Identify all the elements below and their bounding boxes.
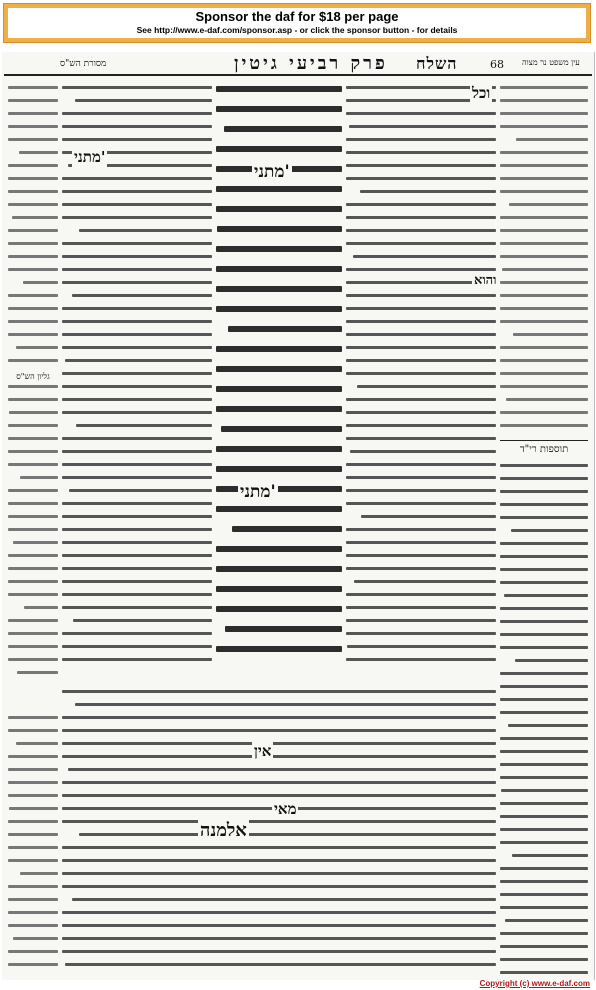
text-line [8, 820, 58, 823]
text-line [500, 151, 588, 154]
text-line [8, 385, 58, 388]
text-line [69, 489, 212, 492]
text-line [62, 216, 212, 219]
text-line [8, 580, 58, 583]
text-line [500, 307, 588, 310]
text-line [62, 580, 212, 583]
text-line [24, 606, 58, 609]
tosafot-column [62, 82, 212, 682]
text-line [62, 502, 212, 505]
text-line [62, 437, 212, 440]
text-line [62, 86, 212, 89]
text-line [62, 690, 496, 693]
text-line [360, 190, 496, 193]
text-line [16, 346, 58, 349]
text-line [500, 802, 588, 805]
text-line [346, 203, 496, 206]
text-line [346, 294, 496, 297]
text-line [500, 320, 588, 323]
text-line [62, 820, 496, 823]
text-line [8, 515, 58, 518]
text-line [62, 794, 496, 797]
talmud-page-scan [2, 52, 595, 980]
text-line [72, 898, 496, 901]
text-line [500, 385, 588, 388]
text-line [8, 164, 58, 167]
text-line [346, 619, 496, 622]
text-line [62, 937, 496, 940]
text-line [500, 294, 588, 297]
text-line [8, 255, 58, 258]
text-line [8, 424, 58, 427]
text-line [62, 658, 212, 661]
text-line [500, 633, 588, 636]
text-line [216, 506, 342, 512]
text-line [8, 99, 58, 102]
text-line [216, 586, 342, 592]
text-line [8, 437, 58, 440]
text-line [62, 320, 212, 323]
text-line [62, 593, 212, 596]
ein-mishpat-header: עין משפט נר מצוה [522, 58, 580, 67]
text-line [8, 885, 58, 888]
text-line [79, 229, 212, 232]
text-line [62, 632, 212, 635]
left-margin-lower [8, 712, 58, 972]
text-line [62, 872, 496, 875]
text-line [8, 846, 58, 849]
text-line [216, 546, 342, 552]
text-line [500, 620, 588, 623]
rashi-headword-mid: והוא [474, 273, 497, 288]
right-margin-notes [500, 82, 588, 432]
text-line [500, 99, 588, 102]
text-line [62, 924, 496, 927]
text-line [62, 729, 496, 732]
text-line [500, 815, 588, 818]
sponsor-banner[interactable] [3, 3, 591, 43]
text-line [62, 398, 212, 401]
text-line [8, 307, 58, 310]
text-line [346, 177, 496, 180]
text-line [8, 645, 58, 648]
masoret-hashas-header: מסורת הש"ס [60, 59, 107, 69]
text-line [62, 177, 212, 180]
text-line [62, 476, 212, 479]
text-line [62, 846, 496, 849]
text-line [500, 216, 588, 219]
text-line [500, 281, 588, 284]
text-line [8, 554, 58, 557]
text-line [8, 463, 58, 466]
text-line [65, 359, 212, 362]
text-line [500, 424, 588, 427]
text-line [8, 963, 58, 966]
text-line [62, 463, 212, 466]
text-line [62, 606, 212, 609]
text-line [508, 724, 588, 727]
tosafot-rid-rule [500, 440, 588, 441]
text-line [216, 246, 342, 252]
text-line [76, 424, 212, 427]
text-line [225, 626, 342, 632]
text-line [500, 464, 588, 467]
text-line [500, 255, 588, 258]
text-line [500, 346, 588, 349]
text-line [8, 489, 58, 492]
text-line [8, 911, 58, 914]
text-line [8, 450, 58, 453]
mishnah-headword-mid: מתני' [240, 482, 276, 502]
copyright-link[interactable]: Copyright (c) www.e-daf.com [479, 979, 590, 988]
text-line [62, 190, 212, 193]
text-line [500, 581, 588, 584]
text-line [62, 255, 212, 258]
text-line [216, 206, 342, 212]
text-line [500, 229, 588, 232]
text-line [500, 828, 588, 831]
text-line [62, 755, 496, 758]
text-line [500, 411, 588, 414]
text-line [512, 854, 588, 857]
text-line [500, 242, 588, 245]
text-line [62, 385, 212, 388]
text-line [62, 645, 212, 648]
text-line [346, 528, 496, 531]
text-line [346, 541, 496, 544]
text-line [500, 477, 588, 480]
header-rule [4, 74, 592, 76]
text-line [8, 950, 58, 953]
text-line [8, 398, 58, 401]
text-line [500, 86, 588, 89]
text-line [62, 411, 212, 414]
text-line [8, 859, 58, 862]
rashi-column [346, 82, 496, 682]
text-line [515, 659, 588, 662]
tosafot-rid-column [500, 460, 588, 980]
text-line [221, 426, 342, 432]
text-line [500, 893, 588, 896]
text-line [62, 885, 496, 888]
text-line [346, 476, 496, 479]
text-line [13, 541, 58, 544]
text-line [62, 742, 496, 745]
rashi-headword-top: וכל [472, 84, 491, 102]
text-line [500, 672, 588, 675]
text-line [20, 872, 58, 875]
text-line [8, 924, 58, 927]
text-line [8, 619, 58, 622]
text-line [346, 658, 496, 661]
sponsor-title[interactable]: Sponsor the daf for $18 per page [195, 9, 399, 24]
text-line [346, 372, 496, 375]
text-line [500, 555, 588, 558]
text-line [8, 138, 58, 141]
text-line [500, 971, 588, 974]
text-line [500, 880, 588, 883]
text-line [346, 437, 496, 440]
text-line [216, 406, 342, 412]
text-line [513, 333, 588, 336]
bottom-commentary [62, 686, 496, 976]
text-line [346, 567, 496, 570]
text-line [500, 958, 588, 961]
text-line [216, 186, 342, 192]
text-line [12, 216, 58, 219]
text-line [79, 833, 496, 836]
text-line [500, 607, 588, 610]
text-line [346, 112, 496, 115]
text-line [8, 502, 58, 505]
text-line [500, 867, 588, 870]
text-line [62, 281, 212, 284]
text-line [500, 750, 588, 753]
text-line [62, 242, 212, 245]
text-line [346, 593, 496, 596]
text-line [509, 203, 588, 206]
text-line [500, 568, 588, 571]
text-line [65, 963, 496, 966]
sponsor-subtitle[interactable]: See http://www.e-daf.com/sponsor.asp - or click the sponsor button - for details [136, 25, 458, 35]
text-line [216, 486, 342, 492]
text-line [8, 794, 58, 797]
text-line [62, 372, 212, 375]
text-line [72, 294, 212, 297]
text-line [8, 294, 58, 297]
text-line [17, 671, 58, 674]
text-line [62, 950, 496, 953]
text-line [346, 489, 496, 492]
sponsor-banner-inner[interactable] [8, 8, 586, 38]
text-line [216, 386, 342, 392]
text-line [216, 86, 342, 92]
text-line [346, 151, 496, 154]
text-line [346, 333, 496, 336]
text-line [357, 385, 496, 388]
text-line [8, 86, 58, 89]
text-line [224, 126, 342, 132]
text-line [500, 646, 588, 649]
text-line [500, 164, 588, 167]
text-line [500, 112, 588, 115]
text-line [346, 606, 496, 609]
text-line [62, 346, 212, 349]
text-line [62, 515, 212, 518]
text-line [500, 932, 588, 935]
text-line [8, 359, 58, 362]
text-line [8, 781, 58, 784]
text-line [216, 646, 342, 652]
bottom-headword-b: מאי [274, 800, 297, 818]
text-line [62, 203, 212, 206]
gilyon-hashas-title: גליון הש"ס [8, 372, 58, 381]
text-line [228, 326, 342, 332]
text-line [8, 898, 58, 901]
text-line [504, 594, 588, 597]
text-line [232, 526, 342, 532]
text-line [62, 268, 212, 271]
text-line [216, 566, 342, 572]
text-line [8, 658, 58, 661]
text-line [8, 242, 58, 245]
text-line [346, 229, 496, 232]
text-line [9, 411, 58, 414]
text-line [217, 226, 342, 232]
text-line [516, 138, 588, 141]
text-line [500, 359, 588, 362]
text-line [501, 789, 588, 792]
text-line [8, 729, 58, 732]
text-line [62, 567, 212, 570]
text-line [349, 125, 496, 128]
text-line [346, 216, 496, 219]
text-line [500, 516, 588, 519]
text-line [502, 268, 588, 271]
text-line [75, 99, 212, 102]
text-line [8, 593, 58, 596]
text-line [500, 490, 588, 493]
text-line [346, 359, 496, 362]
text-line [8, 528, 58, 531]
text-line [346, 502, 496, 505]
text-line [500, 503, 588, 506]
text-line [216, 146, 342, 152]
text-line [500, 776, 588, 779]
text-line [8, 268, 58, 271]
text-line [346, 320, 496, 323]
text-line [500, 698, 588, 701]
text-line [62, 859, 496, 862]
text-line [62, 528, 212, 531]
text-line [8, 333, 58, 336]
text-line [8, 320, 58, 323]
text-line [346, 398, 496, 401]
text-line [62, 554, 212, 557]
text-line [500, 737, 588, 740]
bottom-headword-a: אין [254, 742, 272, 760]
text-line [505, 919, 588, 922]
text-line [23, 281, 58, 284]
text-line [62, 125, 212, 128]
text-line [346, 632, 496, 635]
text-line [62, 911, 496, 914]
text-line [62, 112, 212, 115]
text-line [346, 242, 496, 245]
text-line [346, 411, 496, 414]
text-line [62, 450, 212, 453]
text-line [8, 112, 58, 115]
text-line [16, 742, 58, 745]
tosafot-headword: מתני' [74, 148, 106, 166]
text-line [8, 177, 58, 180]
text-line [8, 716, 58, 719]
text-line [216, 606, 342, 612]
text-line [75, 703, 496, 706]
text-line [346, 307, 496, 310]
text-line [20, 476, 58, 479]
text-line [346, 346, 496, 349]
text-line [8, 833, 58, 836]
text-line [500, 711, 588, 714]
text-line [500, 372, 588, 375]
text-line [500, 763, 588, 766]
text-line [500, 190, 588, 193]
text-line [500, 177, 588, 180]
page-number: 68 [490, 58, 504, 71]
text-line [346, 138, 496, 141]
footer [0, 979, 596, 990]
text-line [8, 203, 58, 206]
text-line [216, 446, 342, 452]
text-line [500, 125, 588, 128]
text-line [8, 567, 58, 570]
text-line [216, 286, 342, 292]
text-line [500, 685, 588, 688]
text-line [13, 937, 58, 940]
text-line [216, 106, 342, 112]
text-line [350, 450, 496, 453]
left-margin-notes [8, 82, 58, 702]
text-line [353, 255, 496, 258]
mishnah-headword-top: מתני' [254, 162, 290, 182]
text-line [8, 125, 58, 128]
text-line [62, 307, 212, 310]
text-line [68, 768, 496, 771]
text-line [216, 306, 342, 312]
text-line [506, 398, 588, 401]
text-line [19, 151, 58, 154]
text-line [62, 333, 212, 336]
text-line [8, 190, 58, 193]
text-line [500, 906, 588, 909]
text-line [216, 346, 342, 352]
text-line [500, 945, 588, 948]
text-line [361, 515, 496, 518]
text-line [8, 632, 58, 635]
text-line [346, 164, 496, 167]
text-line [500, 841, 588, 844]
text-line [216, 366, 342, 372]
text-line [347, 645, 496, 648]
text-line [73, 619, 212, 622]
text-line [354, 580, 496, 583]
text-line [511, 529, 588, 532]
text-line [346, 268, 496, 271]
text-line [8, 768, 58, 771]
text-line [62, 541, 212, 544]
bottom-headword-c: אלמנה [200, 820, 247, 841]
tosafot-rid-title: תוספות רי"ד [502, 444, 586, 455]
text-line [346, 424, 496, 427]
text-line [346, 463, 496, 466]
text-line [216, 266, 342, 272]
text-line [8, 229, 58, 232]
text-line [62, 781, 496, 784]
text-line [62, 716, 496, 719]
text-line [62, 138, 212, 141]
text-line [9, 807, 58, 810]
text-line [346, 554, 496, 557]
tractate-header-right: השלח [416, 54, 458, 73]
chapter-header-center: פרק רביעי גיטין [234, 53, 388, 74]
text-line [500, 542, 588, 545]
text-line [8, 755, 58, 758]
text-line [216, 466, 342, 472]
